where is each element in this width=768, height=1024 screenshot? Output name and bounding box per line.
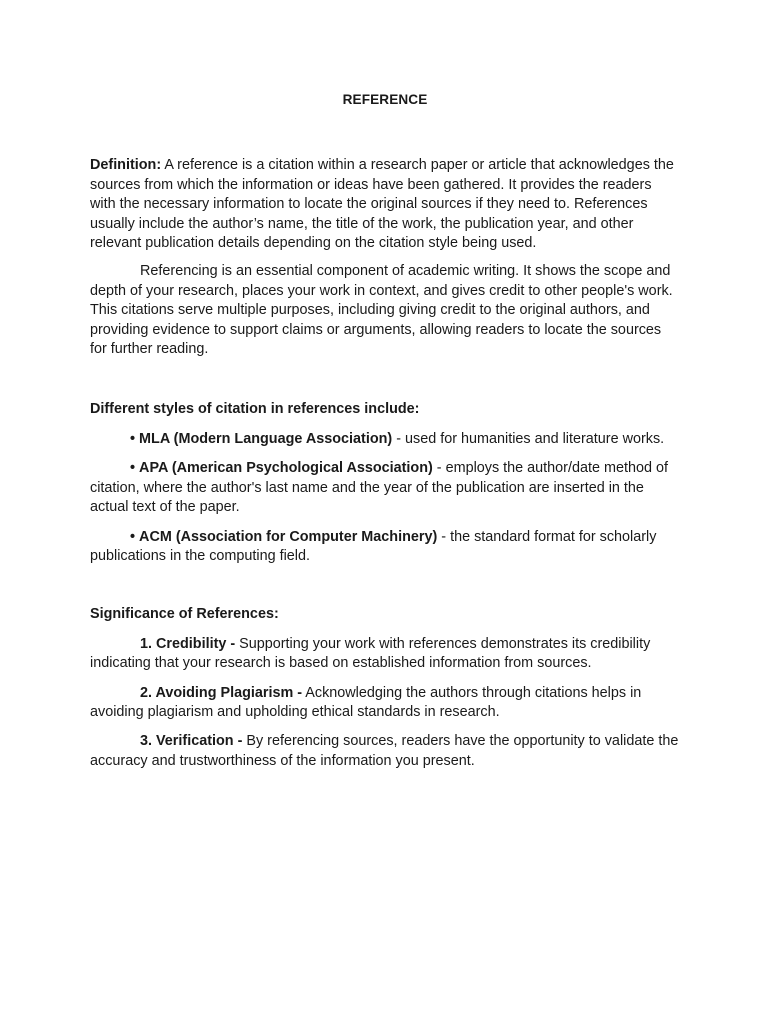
- significance-label: 1. Credibility -: [140, 635, 236, 652]
- significance-item: [90, 732, 680, 771]
- citation-style-name: MLA (Modern Language Association): [139, 430, 393, 447]
- citation-style-description: - the standard format for scholarly publications in the computing field.: [90, 528, 657, 564]
- significance-label: 3. Verification -: [140, 733, 243, 750]
- citation-style-description: - used for humanities and literature works.: [392, 430, 665, 447]
- definition-text: A reference is a citation within a research paper or article that acknowledges the sources from which the information or ideas have been gathered. It provides the readers with the necessary information to locate the original sources if they need to. References usually include the author’s name, the title of the work, the publication year, and other relevant publication details depending on the citation style being used.: [90, 157, 674, 252]
- citation-style-name: ACM (Association for Computer Machinery): [139, 528, 438, 545]
- significance-text: Supporting your work with references demonstrates its credibility indicating that your research is based on established information from sources.: [90, 635, 651, 672]
- citation-style-name: APA (American Psychological Association): [139, 460, 433, 477]
- significance-label: 2. Avoiding Plagiarism -: [140, 684, 303, 701]
- significance-item: [90, 635, 680, 674]
- citation-style-item: [90, 459, 680, 517]
- page-title: REFERENCE: [342, 92, 428, 107]
- definition-paragraph: [90, 156, 680, 253]
- document-page: [90, 90, 680, 781]
- citation-style-description: - employs the author/date method of citation, where the author's last name and the year of the publication are inserted in the actual text of the paper.: [90, 460, 668, 516]
- bullet-glyph: •: [130, 430, 136, 447]
- definition-label: Definition:: [90, 157, 162, 174]
- bullet-glyph: •: [130, 528, 136, 545]
- intro-paragraph: Referencing is an essential component of academic writing. It shows the scope and depth of your research, places your work in context, and gives credit to other people's work. This citations serve multiple purposes, including giving credit to the original authors, and providing evidence to support claims or arguments, allowing readers to locate the sources for further reading.: [90, 263, 673, 358]
- citation-styles-heading: Different styles of citation in references include:: [90, 401, 420, 418]
- significance-text: By referencing sources, readers have the opportunity to validate the accuracy and trustworthiness of the information you present.: [90, 733, 679, 769]
- citation-style-item: [90, 430, 680, 449]
- significance-heading: Significance of References:: [90, 606, 279, 623]
- significance-item: [90, 684, 680, 723]
- bullet-glyph: •: [130, 460, 136, 477]
- citation-style-item: [90, 528, 680, 567]
- significance-text: Acknowledging the authors through citations helps in avoiding plagiarism and upholding ethical standards in research.: [90, 684, 642, 720]
